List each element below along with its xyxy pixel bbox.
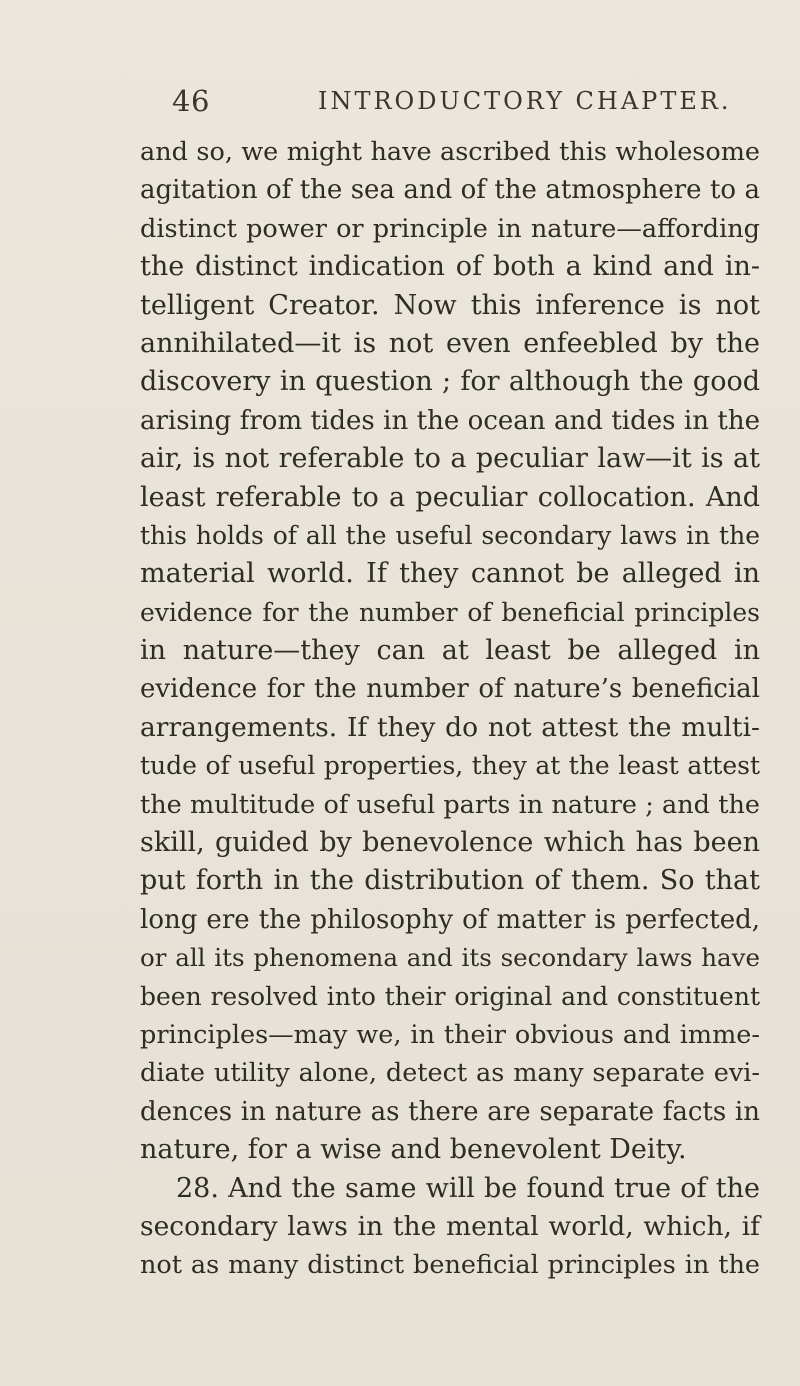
text-line: least referable to a peculiar collocation. And <box>140 481 760 513</box>
text-line: skill, guided by benevolence which has been <box>140 827 760 859</box>
text-line: been resolved into their original and constituent <box>140 981 760 1011</box>
text-line: arising from tides in the ocean and tides in the <box>140 405 760 436</box>
body-text <box>140 133 760 1285</box>
text-line: distinct power or principle in nature—affording <box>140 213 760 244</box>
running-head: INTRODUCTORY CHAPTER. <box>318 87 732 115</box>
text-line: annihilated—it is not even enfeebled by the <box>140 327 760 359</box>
text-line: tude of useful properties, they at the least attest <box>140 751 760 781</box>
text-line: this holds of all the useful secondary laws in the <box>140 520 760 550</box>
text-line: put forth in the distribution of them. So that <box>140 865 760 897</box>
text-line: telligent Creator. Now this inference is not <box>140 289 760 321</box>
text-line: secondary laws in the mental world, which, if <box>140 1210 760 1242</box>
text-line: or all its phenomena and its secondary laws have <box>140 943 760 973</box>
text-line: the multitude of useful parts in nature ; and the <box>140 789 760 820</box>
text-line: dences in nature as there are separate facts in <box>140 1096 760 1127</box>
text-line: and so, we might have ascribed this wholesome <box>140 137 760 167</box>
text-line: material world. If they cannot be alleged in <box>140 558 760 590</box>
text-line: in nature—they can at least be alleged in <box>140 635 760 667</box>
paragraph-end-line: nature, for a wise and benevolent Deity. <box>140 1134 687 1166</box>
text-line: diate utility alone, detect as many separate evi- <box>140 1058 760 1089</box>
text-line: principles—may we, in their obvious and imme- <box>140 1019 760 1050</box>
text-line: discovery in question ; for although the good <box>140 366 760 398</box>
text-line: not as many distinct beneficial principles in the <box>140 1250 760 1281</box>
text-line: long ere the philosophy of matter is perfected, <box>140 904 760 935</box>
text-line: evidence for the number of nature’s beneficial <box>140 674 760 705</box>
text-line: agitation of the sea and of the atmosphere to a <box>140 175 760 206</box>
section-start-line: 28. And the same will be found true of the <box>176 1172 760 1204</box>
page-header <box>172 84 792 128</box>
text-line: arrangements. If they do not attest the multi- <box>140 711 760 743</box>
text-line: evidence for the number of beneficial principles <box>140 597 760 627</box>
page-number: 46 <box>172 84 210 118</box>
text-line: the distinct indication of both a kind and in- <box>140 251 760 283</box>
text-line: air, is not referable to a peculiar law—it is at <box>140 443 760 475</box>
